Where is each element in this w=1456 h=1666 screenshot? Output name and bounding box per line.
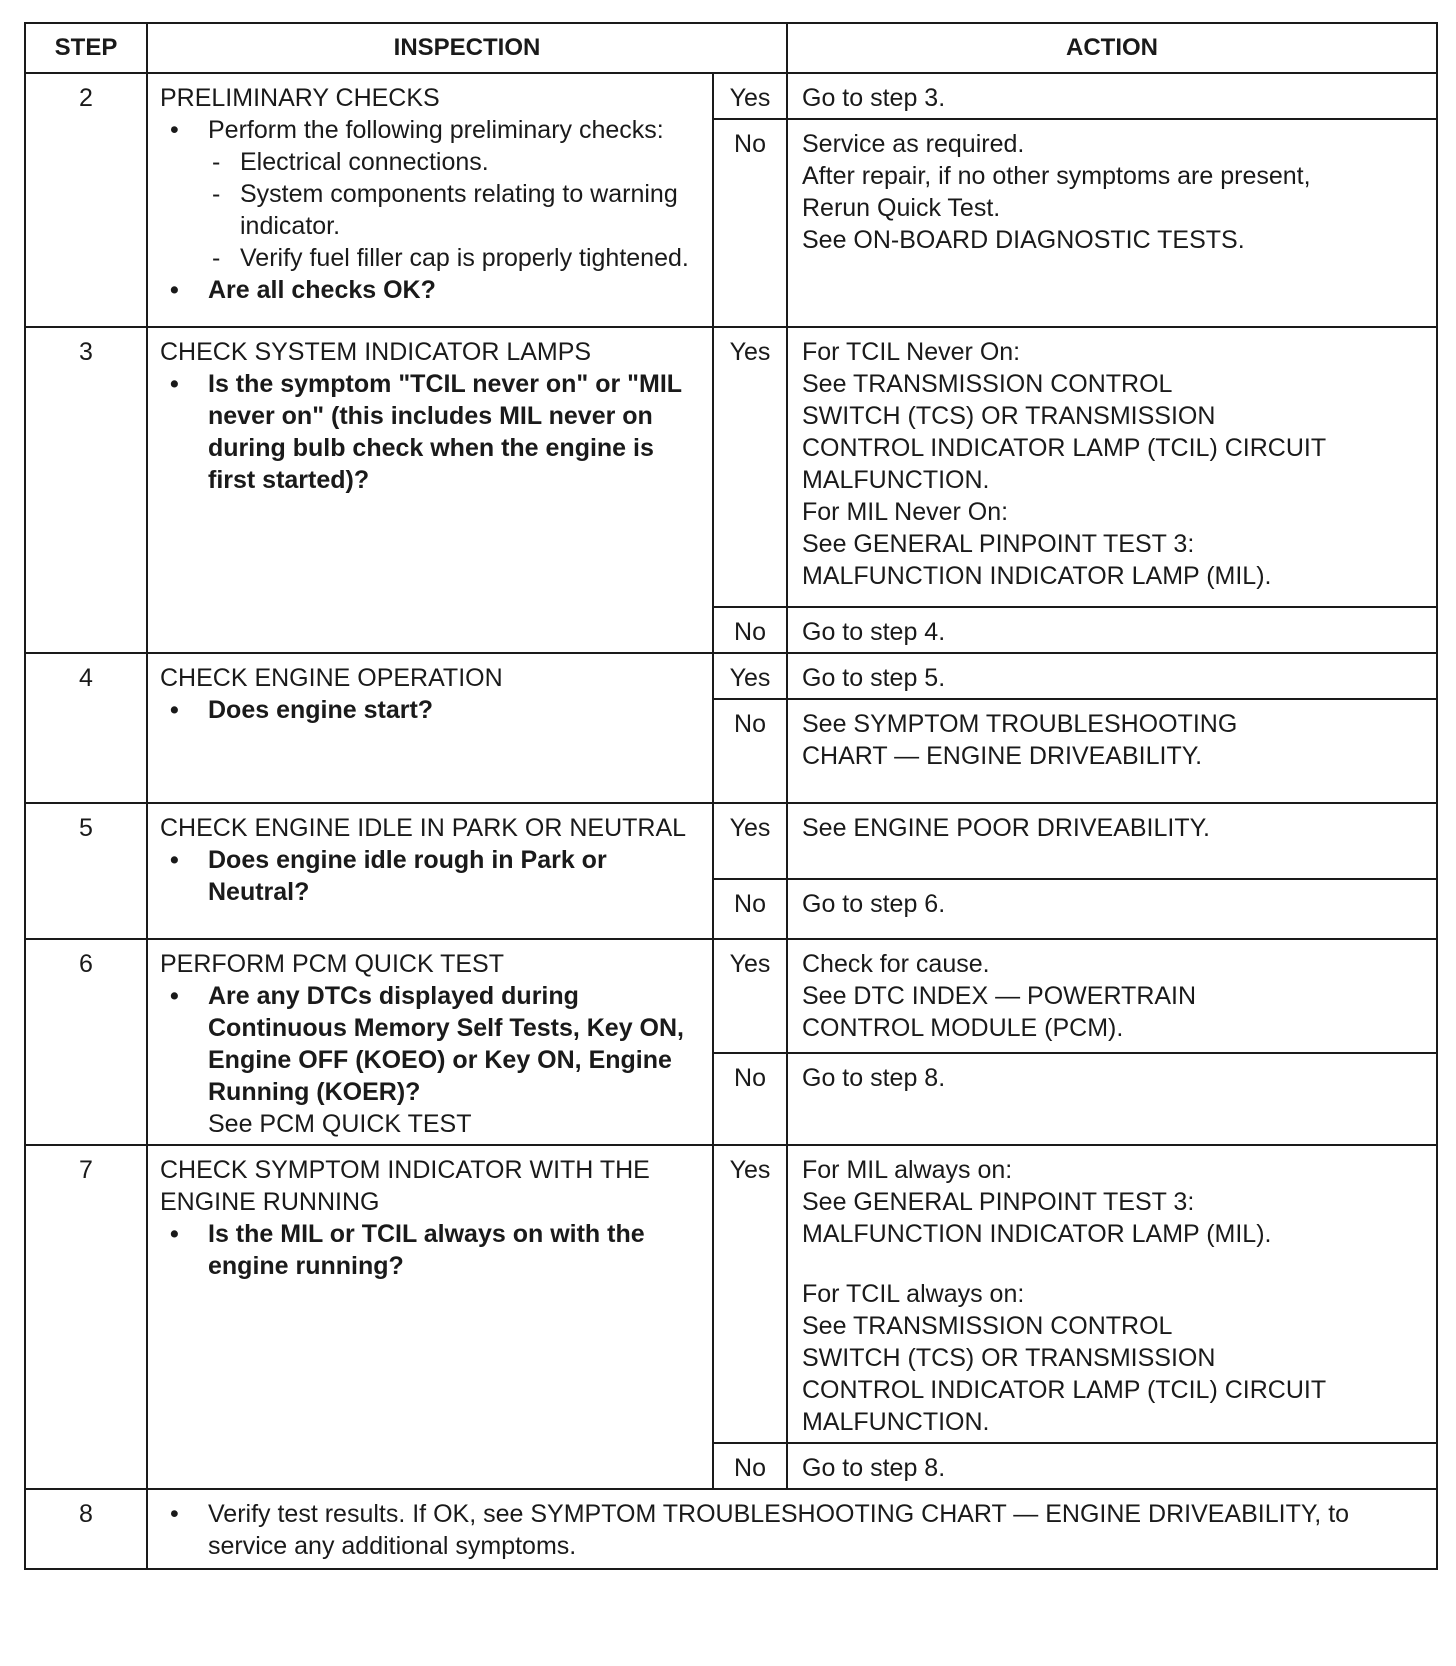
table-row [25,939,1437,1053]
action-line: MALFUNCTION INDICATOR LAMP (MIL). [802,562,1272,590]
inspection-title: PRELIMINARY CHECKS [160,84,440,112]
header-action: ACTION [787,23,1437,73]
no-label: No [713,1443,787,1489]
yes-action [787,939,1437,1053]
step-number: 6 [25,939,147,1145]
action-line: See SYMPTOM TROUBLESHOOTING [802,710,1238,738]
action-line: For MIL always on: [802,1156,1013,1184]
no-action: Go to step 6. [787,879,1437,939]
no-label: No [713,879,787,939]
action-line: MALFUNCTION. [802,1408,990,1436]
no-label: No [713,699,787,803]
yes-label: Yes [713,653,787,699]
inspection-question: • Does engine idle rough in Park or Neutral? [160,844,702,908]
action-line: See GENERAL PINPOINT TEST 3: [802,530,1195,558]
no-action: Go to step 8. [787,1443,1437,1489]
inspection-note: See PCM QUICK TEST [208,1110,472,1138]
action-line: SWITCH (TCS) OR TRANSMISSION [802,1344,1216,1372]
table-row [25,653,1437,699]
action-line: CHART — ENGINE DRIVEABILITY. [802,742,1203,770]
inspection-cell [147,939,713,1145]
yes-label: Yes [713,803,787,879]
inspection-subitem: - System components relating to warning indicator. [160,178,702,242]
action-line: Check for cause. [802,950,990,978]
verify-text: • Verify test results. If OK, see SYMPTOM TROUBLESHOOTING CHART — ENGINE DRIVEABILITY, to service any additional symptoms. [160,1498,1426,1562]
table-row [25,327,1437,607]
no-action [787,119,1437,327]
inspection-question: • Is the MIL or TCIL always on with the engine running? [160,1218,702,1282]
inspection-cell [147,73,713,327]
step-number: 2 [25,73,147,327]
inspection-cell [147,327,713,653]
inspection-title: PERFORM PCM QUICK TEST [160,950,505,978]
action-line: See GENERAL PINPOINT TEST 3: [802,1188,1195,1216]
table-row [25,1145,1437,1443]
inspection-subitem: - Electrical connections. [160,146,702,178]
action-line: MALFUNCTION. [802,466,990,494]
step-number: 7 [25,1145,147,1489]
action-line: CONTROL INDICATOR LAMP (TCIL) CIRCUIT [802,434,1327,462]
header-inspection: INSPECTION [147,23,787,73]
action-line: CONTROL INDICATOR LAMP (TCIL) CIRCUIT [802,1376,1327,1404]
action-line: See TRANSMISSION CONTROL [802,370,1173,398]
action-line: For MIL Never On: [802,498,1009,526]
no-label: No [713,607,787,653]
no-action: Go to step 4. [787,607,1437,653]
step-number: 4 [25,653,147,803]
action-line: SWITCH (TCS) OR TRANSMISSION [802,402,1216,430]
inspection-cell [147,653,713,803]
inspection-question: • Are all checks OK? [160,274,702,306]
action-line: For TCIL Never On: [802,338,1021,366]
step-number: 3 [25,327,147,653]
yes-action: See ENGINE POOR DRIVEABILITY. [787,803,1437,879]
diagnostic-table [24,22,1438,1570]
header-step: STEP [25,23,147,73]
yes-label: Yes [713,1145,787,1443]
no-label: No [713,1053,787,1145]
table-row [25,1489,1437,1569]
inspection-question: • Are any DTCs displayed during Continuous Memory Self Tests, Key ON, Engine OFF (KOEO) or Key ON, Engine Running (KOER)? [160,980,702,1108]
inspection-title: CHECK SYSTEM INDICATOR LAMPS [160,338,592,366]
step-number: 5 [25,803,147,939]
action-line: See DTC INDEX — POWERTRAIN [802,982,1197,1010]
action-line: See TRANSMISSION CONTROL [802,1312,1173,1340]
yes-label: Yes [713,73,787,119]
inspection-title: CHECK ENGINE IDLE IN PARK OR NEUTRAL [160,814,687,842]
inspection-subitem: - Verify fuel filler cap is properly tightened. [160,242,702,274]
yes-action: Go to step 5. [787,653,1437,699]
yes-label: Yes [713,327,787,607]
inspection-cell [147,803,713,939]
no-label: No [713,119,787,327]
inspection-cell [147,1489,1437,1569]
inspection-question: • Is the symptom "TCIL never on" or "MIL never on" (this includes MIL never on during bulb check when the engine is first started)? [160,368,702,496]
yes-label: Yes [713,939,787,1053]
yes-action [787,1145,1437,1443]
inspection-title: CHECK ENGINE OPERATION [160,664,503,692]
action-line: MALFUNCTION INDICATOR LAMP (MIL). [802,1220,1272,1248]
action-line: CONTROL MODULE (PCM). [802,1014,1124,1042]
no-action: Go to step 8. [787,1053,1437,1145]
action-line: See ON-BOARD DIAGNOSTIC TESTS. [802,226,1245,254]
yes-action [787,327,1437,607]
action-line: After repair, if no other symptoms are present, [802,162,1311,190]
table-row [25,803,1437,879]
yes-action: Go to step 3. [787,73,1437,119]
no-action [787,699,1437,803]
inspection-question: • Does engine start? [160,694,702,726]
step-number: 8 [25,1489,147,1569]
header-row [25,23,1437,73]
table-row [25,73,1437,119]
inspection-title: CHECK SYMPTOM INDICATOR WITH THE ENGINE RUNNING [160,1156,650,1216]
inspection-cell [147,1145,713,1489]
action-line: Rerun Quick Test. [802,194,1001,222]
spacer [802,1250,1426,1278]
action-line: For TCIL always on: [802,1280,1025,1308]
action-line: Service as required. [802,130,1025,158]
inspection-bullet: • Perform the following preliminary checks: [160,114,702,146]
